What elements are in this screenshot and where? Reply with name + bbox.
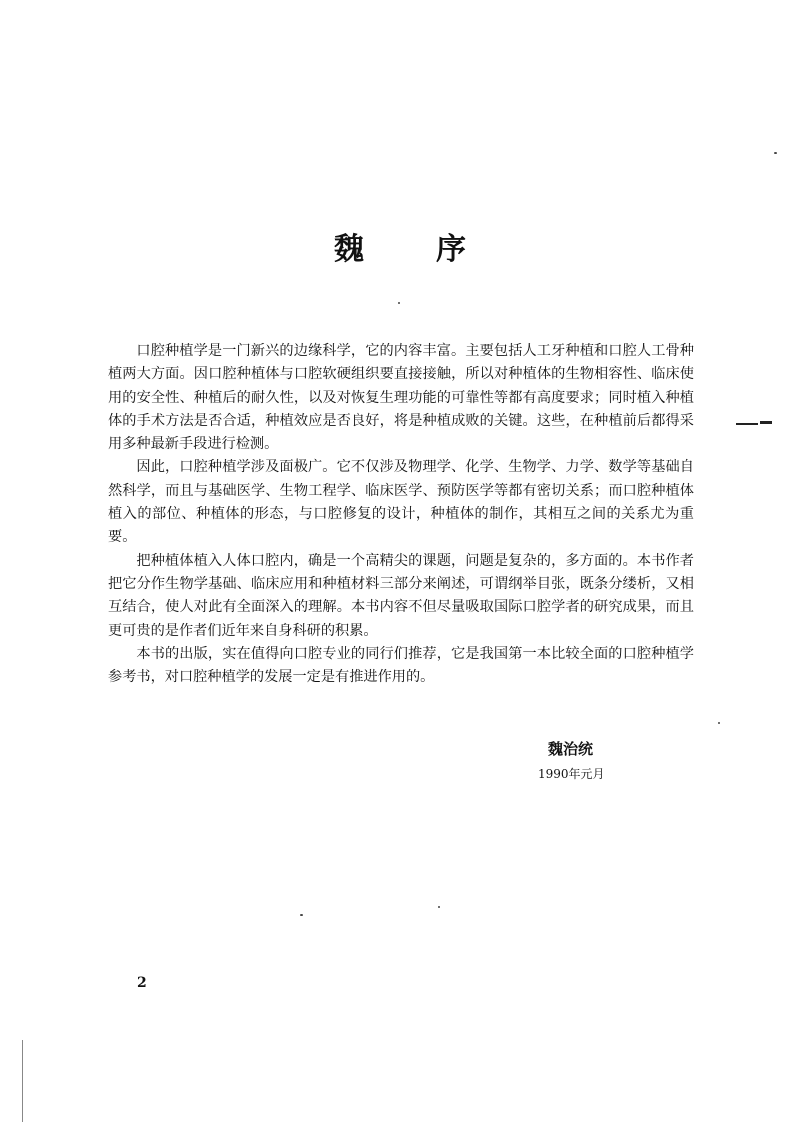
scan-mark bbox=[760, 421, 772, 424]
scan-speck bbox=[774, 152, 777, 154]
page-title bbox=[0, 224, 802, 268]
scan-edge-line bbox=[22, 1040, 23, 1122]
scan-speck bbox=[438, 906, 440, 908]
title-char-2: 序 bbox=[436, 232, 468, 267]
paragraph-1: 口腔种植学是一门新兴的边缘科学，它的内容丰富。主要包括人工牙种植和口腔人工骨种植两大方面。因口腔种植体与口腔软硬组织要直接接触，所以对种植体的生物相容性、临床使用的安全性、种植后的耐久性，以及对恢复生理功能的可靠性等都有高度要求；同时植入种植体的手术方法是否合适，种植效应是否良好，将是种植成败的关键。这些，在种植前后都得采用多种最新手段进行检测。 bbox=[108, 343, 694, 453]
scan-speck bbox=[300, 914, 303, 916]
signature-name: 魏治统 bbox=[548, 740, 594, 758]
paragraph-2: 因此，口腔种植学涉及面极广。它不仅涉及物理学、化学、生物学、力学、数学等基础自然科学，而且与基础医学、生物工程学、临床医学、预防医学等都有密切关系；而口腔种植体植入的部位、种植体的形态，与口腔修复的设计，种植体的制作，其相互之间的关系尤为重要。 bbox=[108, 459, 694, 546]
paragraph-4: 本书的出版，实在值得向口腔专业的同行们推荐，它是我国第一本比较全面的口腔种植学参考书，对口腔种植学的发展一定是有推进作用的。 bbox=[108, 645, 694, 686]
scan-mark bbox=[736, 423, 758, 425]
signature-date: 1990年元月 bbox=[538, 767, 605, 781]
scan-speck bbox=[398, 302, 400, 304]
preface-body bbox=[108, 340, 694, 689]
title-char-1: 魏 bbox=[334, 232, 366, 267]
paragraph-3: 把种植体植入人体口腔内，确是一个高精尖的课题，问题是复杂的，多方面的。本书作者把它分作生物学基础、临床应用和种植材料三部分来阐述，可谓纲举目张，既条分缕析，又相互结合，使人对此有全面深入的理解。本书内容不但尽量吸取国际口腔学者的研究成果，而且更可贵的是作者们近年来自身科研的积累。 bbox=[108, 552, 694, 639]
scan-speck bbox=[718, 722, 720, 724]
page-number: 2 bbox=[137, 975, 147, 991]
